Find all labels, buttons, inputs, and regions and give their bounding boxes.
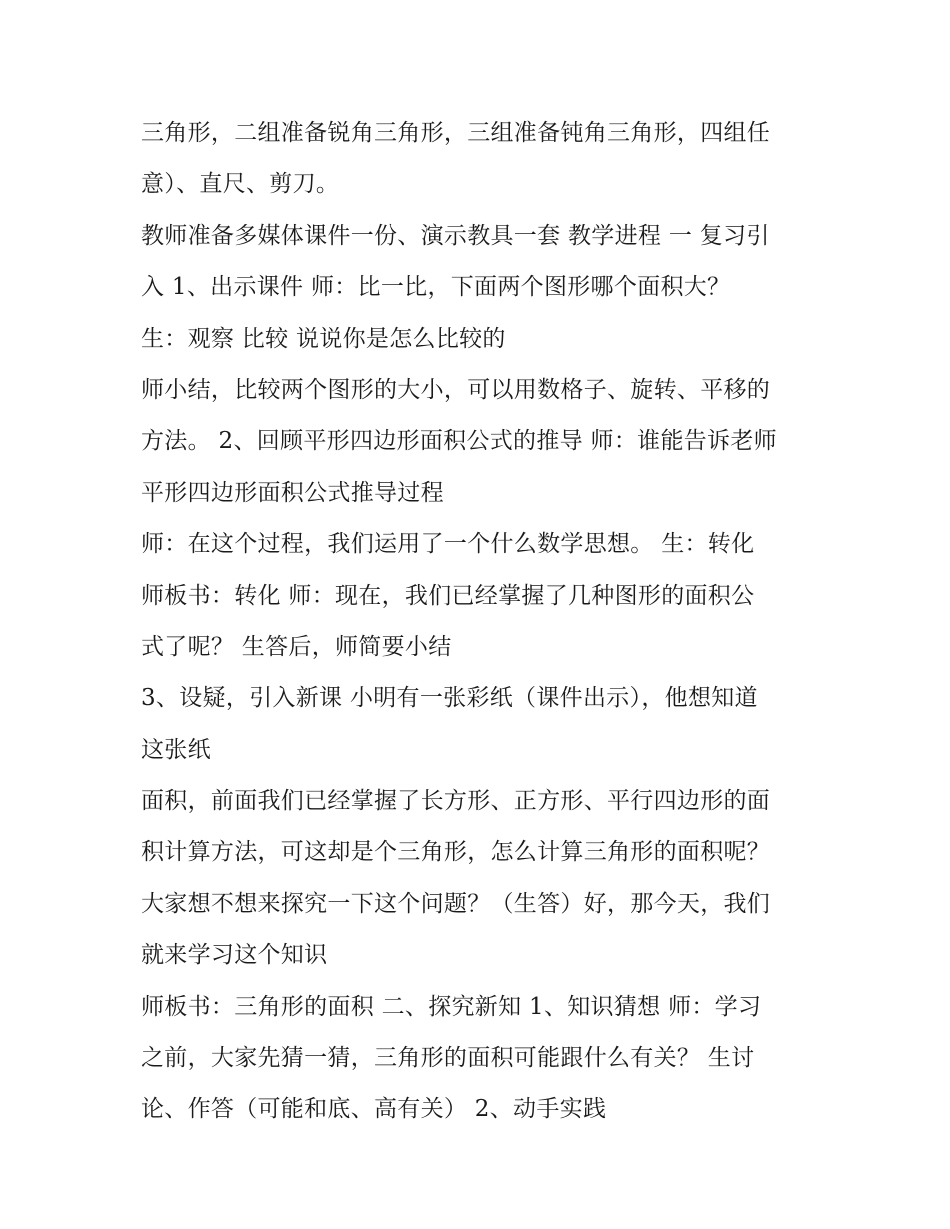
text-line: 平形四边形面积公式推导过程 — [141, 479, 444, 506]
text-line: 大家想不想来探究一下这个问题？（生答）好，那今天，我们 — [141, 890, 771, 917]
text-line: 3、设疑，引入新课 小明有一张彩纸（课件出示），他想知道 — [141, 685, 758, 712]
text-line: 面积，前面我们已经掌握了长方形、正方形、平行四边形的面 — [141, 788, 771, 815]
text-line: 之前，大家先猜一猜，三角形的面积可能跟什么有关？ 生讨 — [141, 1045, 755, 1072]
text-line: 教师准备多媒体课件一份、演示教具一套 教学进程 一 复习引 — [141, 222, 770, 249]
text-line: 就来学习这个知识 — [141, 942, 328, 969]
text-line: 师板书：三角形的面积 二、探究新知 1、知识猜想 师：学习 — [141, 993, 762, 1020]
text-line: 师板书：转化 师：现在，我们已经掌握了几种图形的面积公 — [141, 582, 755, 609]
text-line: 方法。 2、回顾平形四边形面积公式的推导 师：谁能告诉老师 — [141, 428, 777, 455]
text-line: 生：观察 比较 说说你是怎么比较的 — [141, 325, 506, 352]
text-line: 积计算方法，可这却是个三角形，怎么计算三角形的面积呢？ — [141, 839, 771, 866]
text-line: 师小结，比较两个图形的大小，可以用数格子、旋转、平移的 — [141, 376, 771, 403]
text-line: 入 1、出示课件 师：比一比，下面两个图形哪个面积大？ — [141, 274, 731, 301]
text-line: 意）、直尺、剪刀。 — [141, 171, 340, 198]
text-line: 三角形，二组准备锐角三角形，三组准备钝角三角形，四组任 — [141, 120, 771, 146]
text-line: 式了呢？ 生答后，师简要小结 — [141, 633, 452, 660]
text-line: 这张纸 — [141, 736, 211, 763]
text-line: 师：在这个过程，我们运用了一个什么数学思想。 生：转化 — [141, 531, 755, 558]
document-body — [141, 108, 821, 1136]
text-line: 论、作答（可能和底、高有关） 2、动手实践 — [141, 1096, 607, 1123]
